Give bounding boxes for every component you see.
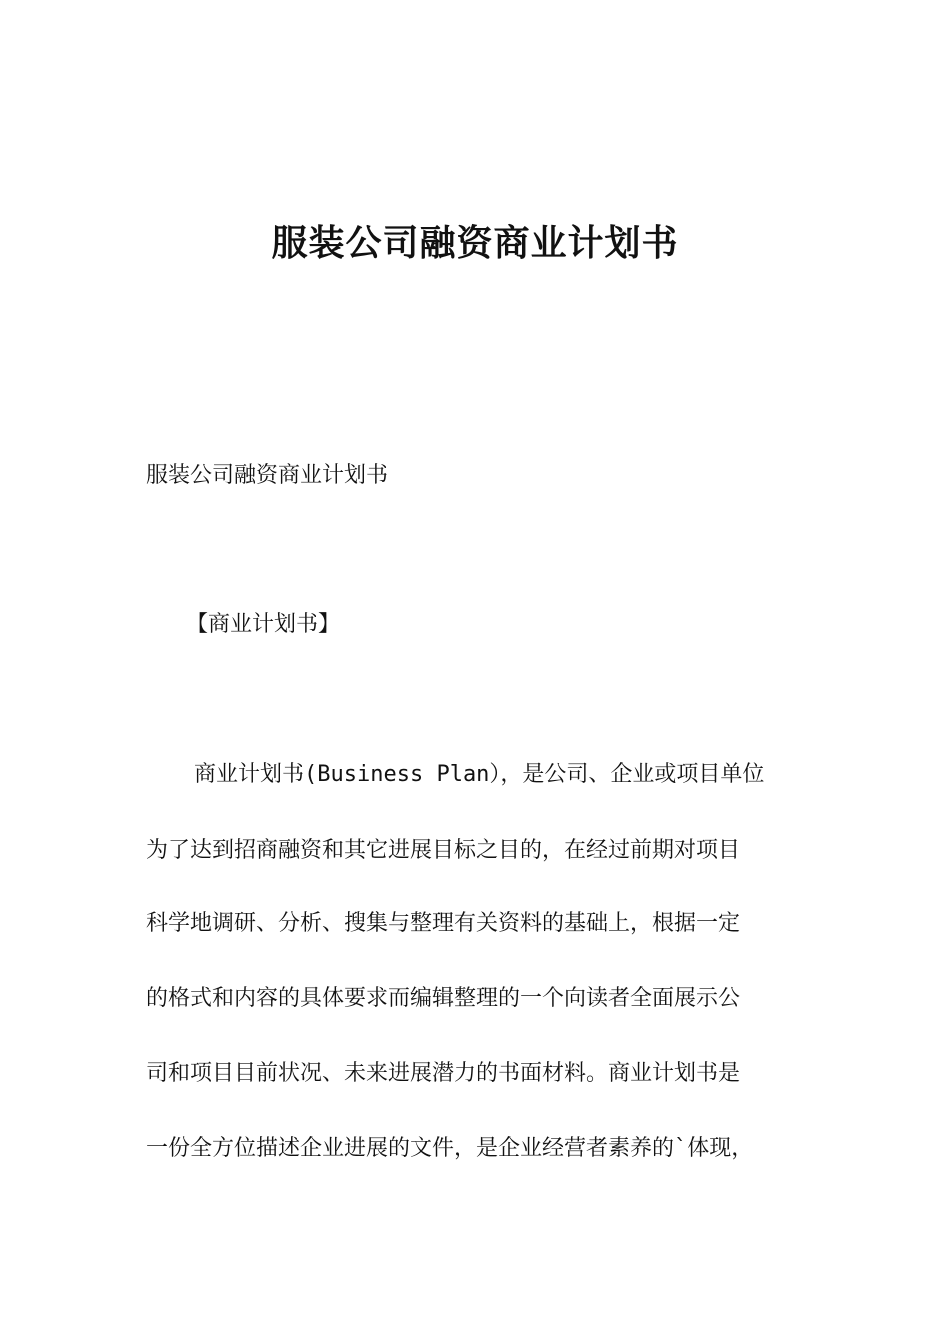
- section-heading: 【商业计划书】: [186, 612, 341, 637]
- document-subtitle: 服装公司融资商业计划书: [146, 463, 389, 488]
- paragraph-line: 司和项目目前状况、未来进展潜力的书面材料。商业计划书是: [146, 1061, 741, 1086]
- paragraph-line: 为了达到招商融资和其它进展目标之目的，在经过前期对项目: [146, 838, 741, 863]
- paragraph-line: 科学地调研、分析、搜集与整理有关资料的基础上，根据一定: [146, 911, 741, 936]
- paragraph-line: 一份全方位描述企业进展的文件，是企业经营者素养的`体现，: [146, 1136, 754, 1161]
- paragraph-line: 商业计划书(Business Plan），是公司、企业或项目单位: [194, 762, 765, 787]
- document-title: 服装公司融资商业计划书: [271, 223, 679, 264]
- paragraph-line: 的格式和内容的具体要求而编辑整理的一个向读者全面展示公: [146, 986, 741, 1011]
